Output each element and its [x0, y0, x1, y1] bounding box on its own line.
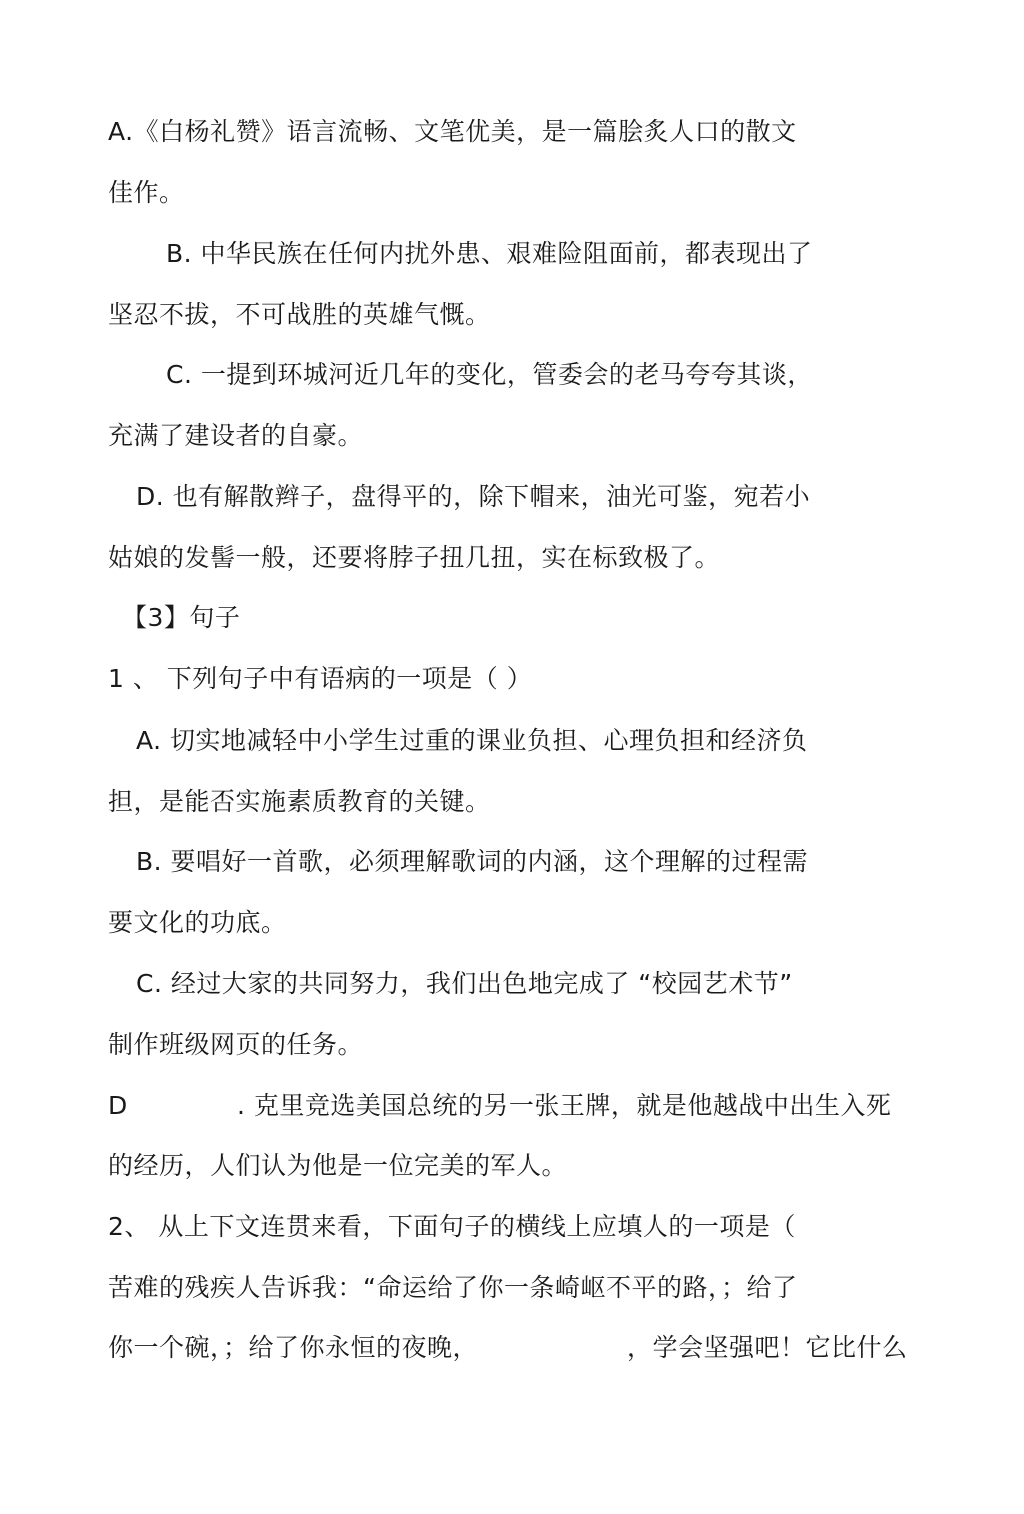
- question-2-passage-line-2b: ，学会坚强吧！它比什么: [627, 1333, 908, 1362]
- q1-option-c-line-2: 制作班级网页的任务。: [108, 1030, 364, 1059]
- q1-option-b-line-2: 要文化的功底。: [108, 908, 287, 937]
- option-a-line-2: 佳作。: [108, 178, 185, 207]
- option-d-line-1: D. 也有解散辫子，盘得平的，除下帽来，油光可鉴，宛若小: [136, 482, 811, 511]
- option-b-line-2: 坚忍不拔，不可战胜的英雄气慨。: [108, 300, 491, 329]
- q1-option-d-line-2: 的经历，人们认为他是一位完美的军人。: [108, 1151, 568, 1180]
- option-b-line-1: B. 中华民族在任何内扰外患、艰难险阻面前，都表现出了: [166, 239, 813, 268]
- q1-option-c-line-1: C. 经过大家的共同努力，我们出色地完成了 “校园艺术节”: [136, 969, 793, 998]
- question-2-passage-line-1: 苦难的残疾人告诉我：“命运给了你一条崎岖不平的路，；给了: [108, 1273, 798, 1302]
- q1-option-b-line-1: B. 要唱好一首歌，必须理解歌词的内涵，这个理解的过程需: [136, 847, 809, 876]
- question-2-passage-line-2a: 你一个碗，；给了你永恒的夜晚，: [108, 1333, 479, 1362]
- q1-option-d-line-1: . 克里竞选美国总统的另一张王牌，就是他越战中出生入死: [237, 1091, 892, 1120]
- question-2-stem: 2、 从上下文连贯来看，下面句子的横线上应填人的一项是（: [108, 1212, 796, 1241]
- q1-option-d-label: D: [108, 1091, 128, 1120]
- question-1-stem: 1 、 下列句子中有语病的一项是（ ）: [108, 664, 533, 693]
- option-a-line-1: A.《白杨礼赞》语言流畅、文笔优美，是一篇脍炙人口的散文: [108, 117, 797, 146]
- option-c-line-1: C. 一提到环城河近几年的变化，管委会的老马夸夸其谈，: [166, 360, 813, 389]
- q1-option-a-line-1: A. 切实地减轻中小学生过重的课业负担、心理负担和经济负: [136, 726, 808, 755]
- q1-option-a-line-2: 担，是能否实施素质教育的关键。: [108, 787, 491, 816]
- option-d-line-2: 姑娘的发髻一般，还要将脖子扭几扭，实在标致极了。: [108, 543, 721, 572]
- section-heading: 【3】句子: [122, 603, 241, 632]
- option-c-line-2: 充满了建设者的自豪。: [108, 421, 364, 450]
